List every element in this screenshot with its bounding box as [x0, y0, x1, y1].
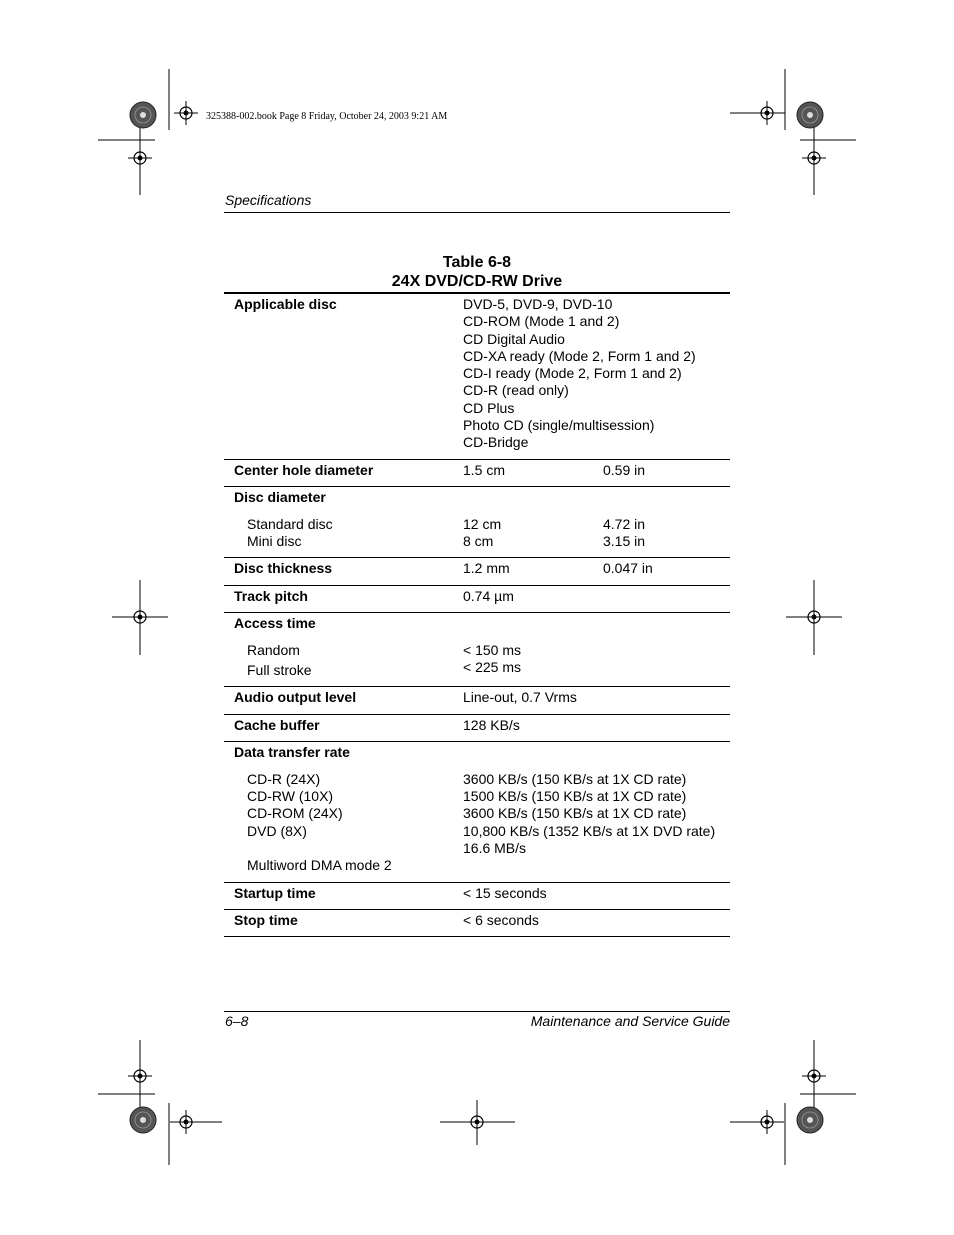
- row-label: Data transfer rate: [234, 743, 350, 760]
- row-value-metric: 8 cm: [463, 533, 494, 550]
- row-value: CD-Bridge: [463, 434, 529, 451]
- sub-label: Mini disc: [247, 533, 302, 550]
- row-value: CD Plus: [463, 399, 515, 416]
- table-row: [224, 294, 730, 460]
- table-row: [224, 742, 730, 883]
- row-label: Access time: [234, 614, 316, 631]
- row-label: Applicable disc: [234, 296, 337, 312]
- row-value-imperial: 0.047 in: [603, 560, 653, 577]
- row-value: CD-XA ready (Mode 2, Form 1 and 2): [463, 347, 696, 364]
- row-value: CD-R (read only): [463, 382, 569, 399]
- row-label: Startup time: [234, 884, 316, 901]
- row-value-imperial: 0.59 in: [603, 461, 646, 478]
- table-row: [224, 558, 730, 585]
- sub-label: Random: [247, 641, 300, 658]
- row-value: CD-I ready (Mode 2, Form 1 and 2): [463, 365, 682, 382]
- row-label: Audio output level: [234, 689, 357, 706]
- row-value-metric: 1.5 cm: [463, 461, 506, 478]
- sub-label: CD-ROM (24X): [247, 805, 343, 822]
- header-rule: [224, 212, 730, 213]
- running-head: Specifications: [225, 192, 312, 208]
- table-number: Table 6-8: [442, 254, 512, 271]
- sub-label: CD-RW (10X): [247, 788, 334, 805]
- table-row: [224, 715, 730, 742]
- spec-table: [224, 292, 730, 937]
- row-value: 3600 KB/s (150 KB/s at 1X CD rate): [463, 805, 687, 822]
- row-value-line: 16.6 MB/s: [463, 839, 527, 856]
- print-slug: 325388-002.book Page 8 Friday, October 24, 2003 9:21 AM: [206, 111, 448, 122]
- row-label: Stop time: [234, 911, 298, 928]
- row-value: Line-out, 0.7 Vrms: [463, 689, 577, 706]
- sub-label: CD-R (24X): [247, 770, 321, 787]
- sub-label: Full stroke: [247, 662, 312, 679]
- row-value: CD-ROM (Mode 1 and 2): [463, 313, 620, 330]
- sub-label: Multiword DMA mode 2: [247, 857, 392, 874]
- table-title: 24X DVD/CD-RW Drive: [391, 273, 563, 290]
- row-value: [463, 823, 730, 858]
- table-row: [224, 883, 730, 910]
- row-value-metric: 1.2 mm: [463, 560, 510, 577]
- row-label: Center hole diameter: [234, 461, 374, 478]
- row-label: Disc thickness: [234, 560, 333, 577]
- row-value: 3600 KB/s (150 KB/s at 1X CD rate): [463, 770, 687, 787]
- row-label: Cache buffer: [234, 716, 320, 733]
- row-value: < 150 ms: [463, 641, 521, 658]
- row-value: 128 KB/s: [463, 716, 520, 733]
- table-row: [224, 487, 730, 558]
- table-row: [224, 460, 730, 487]
- row-value: < 15 seconds: [463, 884, 547, 901]
- row-value: Photo CD (single/multisession): [463, 417, 655, 434]
- table-caption: [224, 253, 730, 291]
- page-number: 6–8: [225, 1013, 249, 1029]
- sub-label: Standard disc: [247, 515, 333, 532]
- row-value: DVD-5, DVD-9, DVD-10: [463, 296, 613, 312]
- footer-rule: [224, 1011, 730, 1012]
- row-value-imperial: 3.15 in: [603, 533, 646, 550]
- row-value-metric: 12 cm: [463, 515, 502, 532]
- table-row: [224, 586, 730, 613]
- row-value-list: [463, 296, 730, 452]
- row-value-line: 10,800 KB/s (1352 KB/s at 1X DVD rate): [463, 822, 716, 839]
- row-value: < 225 ms: [463, 659, 521, 676]
- row-label: Track pitch: [234, 587, 308, 604]
- row-value: < 6 seconds: [463, 911, 539, 928]
- table-row: [224, 910, 730, 937]
- sub-label: DVD (8X): [247, 822, 307, 839]
- table-row: [224, 687, 730, 714]
- row-value: 0.74 µm: [463, 587, 514, 604]
- table-row: [224, 613, 730, 687]
- row-label: Disc diameter: [234, 488, 326, 505]
- row-value-imperial: 4.72 in: [603, 515, 646, 532]
- row-value: 1500 KB/s (150 KB/s at 1X CD rate): [463, 788, 687, 805]
- guide-title: Maintenance and Service Guide: [530, 1013, 730, 1029]
- row-value: CD Digital Audio: [463, 330, 565, 347]
